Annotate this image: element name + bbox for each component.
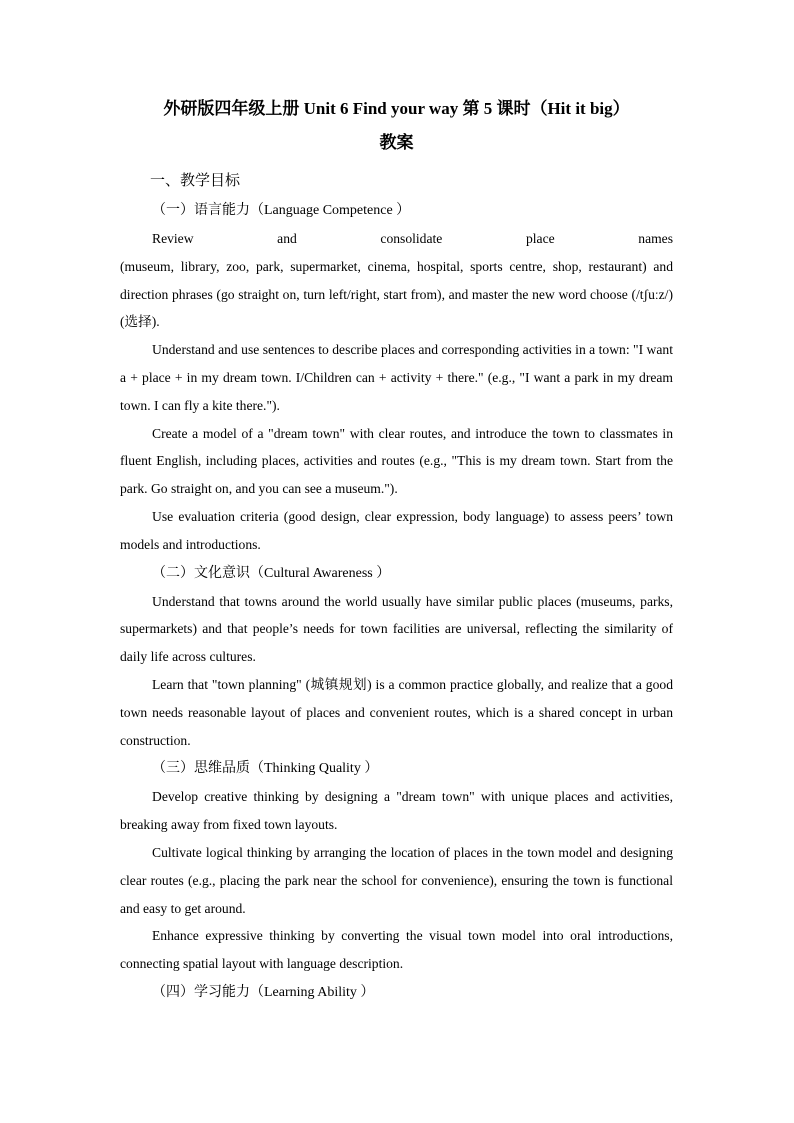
subsection-heading-cultural: （二）文化意识（Cultural Awareness ）: [152, 565, 391, 581]
paragraph-review-line: Review and consolidate place names: [152, 231, 673, 246]
paragraph-creative-thinking: Develop creative thinking by designing a "dream town" with unique places and activities, breaking away from fixed town layouts.: [120, 789, 673, 833]
paragraph-model: Create a model of a "dream town" with clear routes, and introduce the town to classmates in fluent English, including places, activities and routes (e.g., "This is my dream town. Start from the park. Go straight on, and you can see a museum.").: [120, 425, 673, 497]
subsection-heading-language: （一）语言能力（Language Competence ）: [152, 203, 411, 218]
document-title: 外研版四年级上册 Unit 6 Find your way 第 5 课时（Hit it big）: [163, 99, 630, 118]
paragraph-towns-similar: Understand that towns around the world usually have similar public places (museums, parks, supermarkets) and that people’s needs for town facilities are universal, reflecting the similarity of daily life across cultures.: [120, 593, 673, 665]
subsection-heading-thinking: （三）思维品质（Thinking Quality ）: [152, 761, 379, 777]
paragraph-expressive-thinking: Enhance expressive thinking by converting the visual town model into oral introductions, connecting spatial layout with language description.: [120, 928, 673, 972]
paragraph-review-rest: (museum, library, zoo, park, supermarket, cinema, hospital, sports centre, shop, restaurant) and direction phrases (go straight on, turn left/right, start from), and master the new word choose (/tʃuːz/) (选择).: [120, 258, 673, 330]
subsection-heading-learning: （四）学习能力（Learning Ability ）: [152, 984, 375, 1000]
section-heading-objectives: 一、教学目标: [150, 173, 241, 189]
paragraph-evaluation: Use evaluation criteria (good design, clear expression, body language) to assess peers’ town models and introductions.: [120, 508, 673, 552]
paragraph-logical-thinking: Cultivate logical thinking by arranging the location of places in the town model and designing clear routes (e.g., placing the park near the school for convenience), ensuring the town is functional and easy to get around.: [120, 844, 673, 916]
paragraph-town-planning: Learn that "town planning" (城镇规划) is a common practice globally, and realize that a good town needs reasonable layout of places and convenient routes, which is a shared concept in urban construction.: [120, 676, 673, 748]
document-page: [120, 92, 673, 1007]
paragraph-sentences: Understand and use sentences to describe places and corresponding activities in a town: "I want a + place + in my dream town. I/Children can + activity + there." (e.g., "I want a park in my dream town. I can fly a kite there.").: [120, 342, 673, 413]
document-title-suffix: 教案: [379, 133, 414, 152]
